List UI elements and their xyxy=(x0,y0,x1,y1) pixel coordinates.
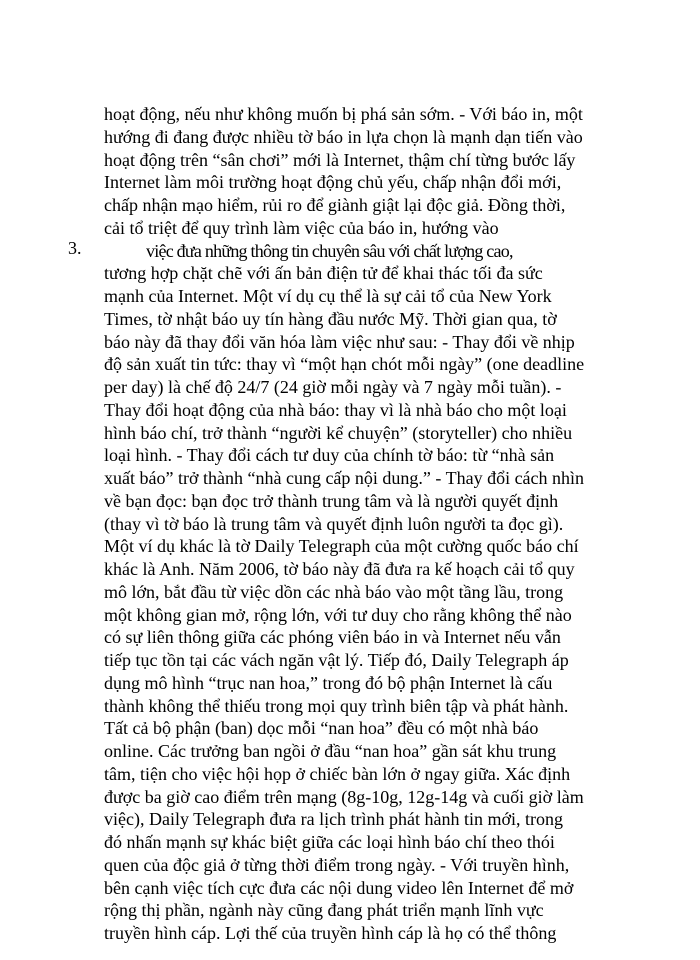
text-line: tương hợp chặt chẽ với ấn bản điện tử để khai thác tối đa sức xyxy=(104,263,543,284)
text-line: Internet làm môi trường hoạt động chủ yếu, chấp nhận đổi mới, xyxy=(104,172,562,193)
text-line: hoạt động trên “sân chơi” mới là Internet, thậm chí từng bước lấy xyxy=(104,149,576,170)
text-line: một không gian mở, rộng lớn, với tư duy cho rằng không thể nào xyxy=(104,604,572,625)
text-line: báo này đã thay đổi văn hóa làm việc như sau: - Thay đổi về nhịp xyxy=(104,331,575,352)
text-line: chấp nhận mạo hiểm, rủi ro để giành giật lại độc giả. Đồng thời, xyxy=(104,195,566,215)
text-line: tiếp tục tồn tại các vách ngăn vật lý. Tiếp đó, Daily Telegraph áp xyxy=(104,650,569,670)
text-line: per day) là chế độ 24/7 (24 giờ mỗi ngày và 7 ngày mỗi tuần). - xyxy=(104,377,562,397)
text-line: có sự liên thông giữa các phóng viên báo in và Internet nếu vẫn xyxy=(104,627,561,648)
text-line: xuất báo” trở thành “nhà cung cấp nội dung.” - Thay đổi cách nhìn xyxy=(104,468,585,488)
text-line: Thay đổi hoạt động của nhà báo: thay vì là nhà báo cho một loại xyxy=(104,399,567,420)
text-line: hình báo chí, trở thành “người kể chuyện” (storyteller) cho nhiều xyxy=(104,422,573,443)
text-line: việc đưa những thông tin chuyên sâu với chất lượng cao, xyxy=(146,240,513,261)
text-line: Một ví dụ khác là tờ Daily Telegraph của một cường quốc báo chí xyxy=(104,536,579,557)
text-line: hướng đi đang được nhiều tờ báo in lựa chọn là mạnh dạn tiến vào xyxy=(104,126,583,147)
text-line: (thay vì tờ báo là trung tâm và quyết định luôn người ta đọc gì). xyxy=(104,513,564,534)
text-line: cải tổ triệt để quy trình làm việc của báo in, hướng vào xyxy=(104,217,499,238)
text-line: loại hình. - Thay đổi cách tư duy của chính tờ báo: từ “nhà sản xyxy=(104,445,555,466)
text-line: bên cạnh việc tích cực đưa các nội dung video lên Internet để mở xyxy=(104,877,574,898)
text-line: được ba giờ cao điểm trên mạng (8g-10g, 12g-14g và cuối giờ làm xyxy=(104,786,584,807)
text-line: dụng mô hình “trục nan hoa,” trong đó bộ phận Internet là cấu xyxy=(104,672,553,693)
text-line: hoạt động, nếu như không muốn bị phá sản sớm. - Với báo in, một xyxy=(104,104,583,124)
text-line: tâm, tiện cho việc hội họp ở chiếc bàn lớn ở ngay giữa. Xác định xyxy=(104,763,571,784)
text-line: đó nhấn mạnh sự khác biệt giữa các loại hình báo chí theo thói xyxy=(104,832,555,852)
text-line: mô lớn, bắt đầu từ việc dồn các nhà báo vào một tầng lầu, trong xyxy=(104,581,564,602)
text-line: Tất cả bộ phận (ban) dọc mỗi “nan hoa” đều có một nhà báo xyxy=(104,718,539,739)
list-marker: 3. xyxy=(68,238,82,258)
text-line: việc), Daily Telegraph đưa ra lịch trình phát hành tin mới, trong xyxy=(104,809,564,830)
text-line: độ sản xuất tin tức: thay vì “một hạn chót mỗi ngày” (one deadline xyxy=(104,354,585,375)
text-line: khác là Anh. Năm 2006, tờ báo này đã đưa ra kế hoạch cải tổ quy xyxy=(104,559,575,579)
text-line: Times, tờ nhật báo uy tín hàng đầu nước Mỹ. Thời gian qua, tờ xyxy=(104,308,557,329)
text-line: online. Các trưởng ban ngồi ở đầu “nan hoa” gần sát khu trung xyxy=(104,741,557,761)
text-line: quen của độc giả ở từng thời điểm trong ngày. - Với truyền hình, xyxy=(104,854,570,875)
text-line: thành không thể thiếu trong mọi quy trình biên tập và phát hành. xyxy=(104,695,569,716)
text-line: mạnh của Internet. Một ví dụ cụ thể là sự cải tổ của New York xyxy=(104,286,552,306)
text-line: về bạn đọc: bạn đọc trở thành trung tâm và là người quyết định xyxy=(104,490,559,511)
text-line: rộng thị phần, ngành này cũng đang phát triển mạnh lĩnh vực xyxy=(104,900,544,921)
text-line: truyền hình cáp. Lợi thế của truyền hình cáp là họ có thể thông xyxy=(104,923,557,943)
